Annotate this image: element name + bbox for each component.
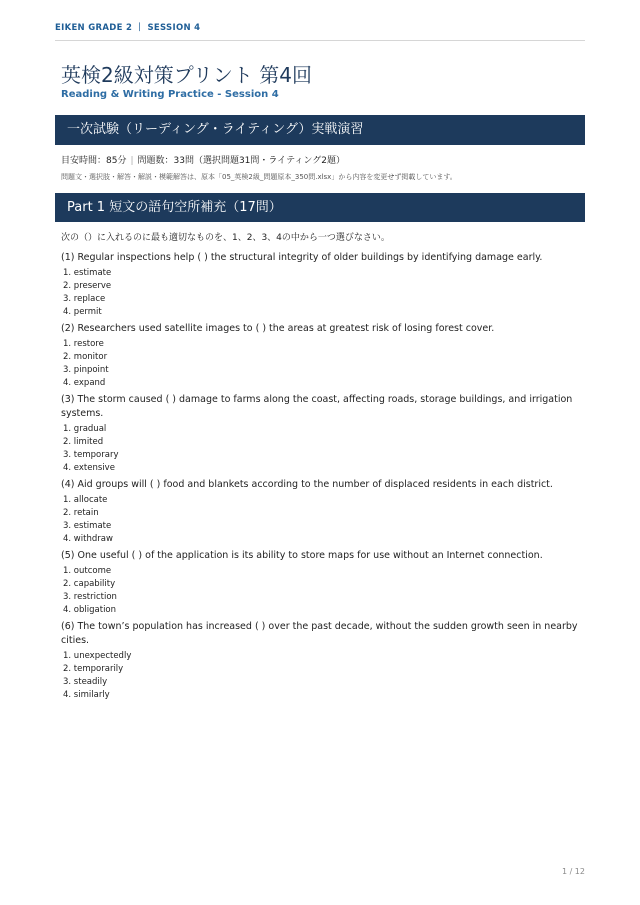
option-item: 3. restriction: [63, 592, 117, 602]
question-item: [61, 322, 581, 390]
option-item: 4. expand: [63, 378, 106, 388]
option-item: 2. limited: [63, 437, 104, 447]
option-item: 2. monitor: [63, 352, 108, 362]
time-guide: 目安時間：85分: [61, 156, 127, 166]
page-number: 1 / 12: [561, 867, 585, 876]
option-item: 4. obligation: [63, 605, 117, 615]
running-header: EIKEN GRADE 2 ｜ SESSION 4: [55, 23, 201, 33]
option-item: 4. withdraw: [63, 534, 113, 544]
option-item: 1. gradual: [63, 424, 107, 434]
option-item: 3. steadily: [63, 677, 108, 687]
meta-separator: |: [130, 156, 134, 166]
question-stem: (3) The storm caused ( ) damage to farms along the coast, affecting roads, storage buildings, and irrigation systems.: [61, 394, 573, 419]
question-item: [61, 549, 581, 617]
option-list: [61, 650, 581, 702]
question-item: [61, 393, 581, 475]
option-item: 2. retain: [63, 508, 99, 518]
question-stem: (2) Researchers used satellite images to ( ) the areas at greatest risk of losing forest cover.: [61, 323, 495, 334]
question-stem: (5) One useful ( ) of the application is its ability to store maps for use without an Internet connection.: [61, 550, 543, 561]
question-stem: (1) Regular inspections help ( ) the structural integrity of older buildings by identifying damage early.: [61, 252, 543, 263]
question-item: [61, 478, 581, 546]
part1-instruction: 次の（）に入れるのに最も適切なものを、1、2、3、4の中から一つ選びなさい。: [61, 233, 390, 243]
option-item: 1. outcome: [63, 566, 112, 576]
option-item: 2. preserve: [63, 281, 112, 291]
option-list: [61, 494, 581, 546]
exam-meta: [61, 153, 345, 166]
option-list: [61, 267, 581, 319]
question-list: [61, 251, 581, 705]
option-item: 4. extensive: [63, 463, 115, 473]
option-item: 4. similarly: [63, 690, 110, 700]
option-item: 4. permit: [63, 307, 102, 317]
option-item: 1. restore: [63, 339, 104, 349]
option-item: 3. pinpoint: [63, 365, 109, 375]
question-item: [61, 251, 581, 319]
section-heading-part1: Part 1 短文の語句空所補充（17問）: [55, 193, 585, 222]
option-item: 3. temporary: [63, 450, 119, 460]
section-heading-exam: 一次試験（リーディング・ライティング）実戦演習: [55, 115, 585, 145]
option-item: 1. estimate: [63, 268, 112, 278]
page-subtitle: Reading & Writing Practice - Session 4: [61, 89, 279, 100]
option-list: [61, 565, 581, 617]
question-count: 問題数：33問（選択問題31問・ライティング2題）: [137, 156, 345, 166]
option-item: 1. allocate: [63, 495, 108, 505]
option-item: 1. unexpectedly: [63, 651, 132, 661]
question-stem: (4) Aid groups will ( ) food and blankets according to the number of displaced residents in each district.: [61, 479, 553, 490]
option-item: 3. estimate: [63, 521, 112, 531]
page-title: 英検2級対策プリント 第4回: [61, 63, 313, 87]
option-list: [61, 423, 581, 475]
option-item: 2. capability: [63, 579, 116, 589]
question-stem: (6) The town’s population has increased ( ) over the past decade, without the sudden growth seen in nearby cities.: [61, 621, 578, 646]
source-note: 問題文・選択肢・解答・解説・模範解答は、原本「05_英検2級_問題原本_350問.xlsx」から内容を変更せず掲載しています。: [61, 173, 457, 181]
question-item: [61, 620, 581, 702]
option-list: [61, 338, 581, 390]
option-item: 3. replace: [63, 294, 106, 304]
option-item: 2. temporarily: [63, 664, 124, 674]
header-divider: [55, 40, 585, 41]
